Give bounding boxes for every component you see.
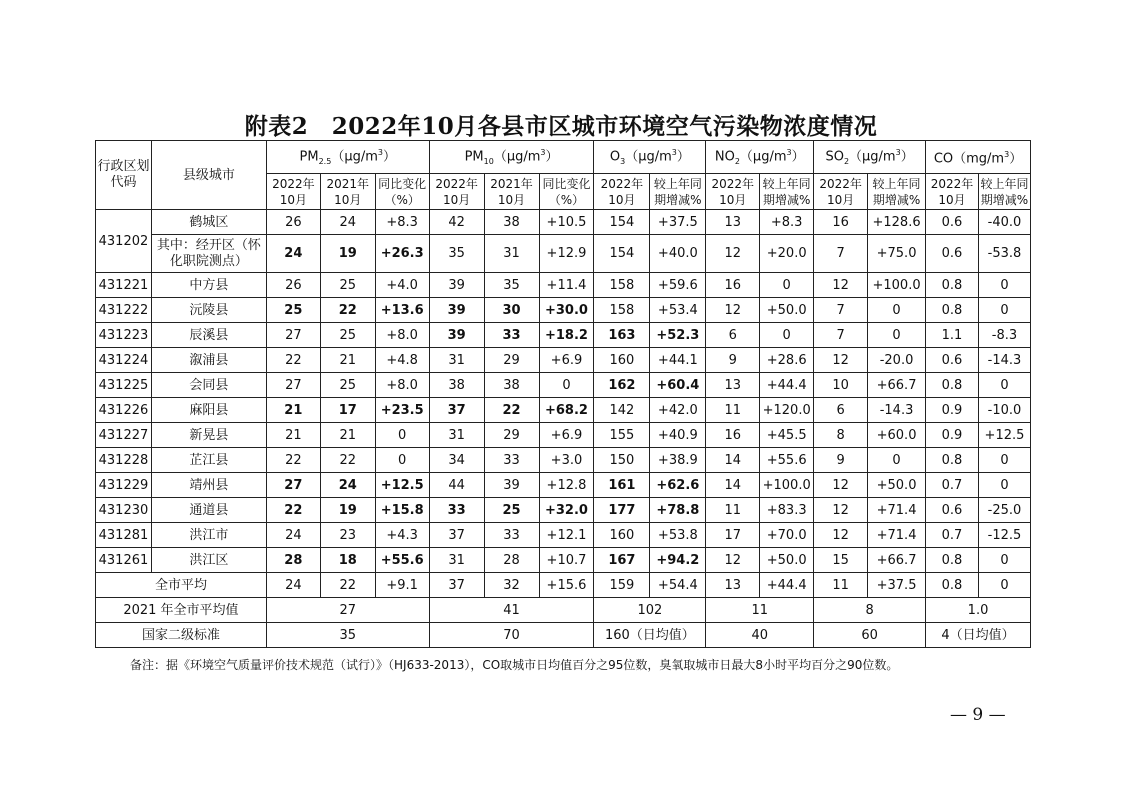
- value-cell: 11: [706, 398, 760, 423]
- standard-row-label: 国家二级标准: [96, 623, 267, 648]
- value-cell: 0: [978, 448, 1030, 473]
- value-cell: 0: [760, 323, 814, 348]
- value-cell: 150: [594, 448, 650, 473]
- value-cell: 11: [814, 573, 868, 598]
- value-cell: 38: [484, 373, 539, 398]
- value-cell: 167: [594, 548, 650, 573]
- value-cell: +4.8: [375, 348, 429, 373]
- value-cell: 0: [375, 423, 429, 448]
- value-cell: 7: [814, 298, 868, 323]
- value-cell: 0: [375, 448, 429, 473]
- table-row: [96, 448, 1031, 473]
- subheader-cell: 较上年同期增减%: [650, 174, 706, 210]
- value-cell: 9: [814, 448, 868, 473]
- city-name: 通道县: [151, 498, 266, 523]
- value-cell: 0: [978, 373, 1030, 398]
- standard-row: [96, 623, 1031, 648]
- value-cell: 27: [266, 373, 320, 398]
- value-cell: +4.0: [375, 273, 429, 298]
- value-cell: 0: [978, 273, 1030, 298]
- district-code: 431281: [96, 523, 152, 548]
- value-cell: 16: [706, 273, 760, 298]
- value-cell: 16: [706, 423, 760, 448]
- value-cell: 159: [594, 573, 650, 598]
- value-cell: 22: [320, 448, 375, 473]
- page-title: 附表2 2022年10月各县市区城市环境空气污染物浓度情况: [244, 113, 878, 140]
- value-cell: 39: [429, 273, 484, 298]
- city-name: 洪江区: [151, 548, 266, 573]
- value-cell: 39: [484, 473, 539, 498]
- value-cell: 0.6: [926, 210, 979, 235]
- value-cell: 31: [429, 348, 484, 373]
- district-code: 431227: [96, 423, 152, 448]
- value-cell: +23.5: [375, 398, 429, 423]
- header-co: $CO(mg/m^3)$: [926, 141, 1031, 174]
- city-name: 鹤城区: [151, 210, 266, 235]
- value-cell: 142: [594, 398, 650, 423]
- value-cell: 34: [429, 448, 484, 473]
- value-cell: +12.1: [539, 523, 594, 548]
- value-cell: +70.0: [760, 523, 814, 548]
- value-cell: +12.9: [539, 235, 594, 273]
- subheader-cell: 2022年10月: [814, 174, 868, 210]
- value-cell: +54.4: [650, 573, 706, 598]
- table-row: [96, 423, 1031, 448]
- value-cell: 0.8: [926, 298, 979, 323]
- value-cell: +62.6: [650, 473, 706, 498]
- value-cell: +68.2: [539, 398, 594, 423]
- city-name: 沅陵县: [151, 298, 266, 323]
- value-cell: +71.4: [868, 523, 926, 548]
- value-cell: 26: [266, 273, 320, 298]
- value-cell: 12: [706, 548, 760, 573]
- value-cell: 0: [978, 473, 1030, 498]
- value-cell: 32: [484, 573, 539, 598]
- value-cell: 0: [868, 323, 926, 348]
- table-row: [96, 523, 1031, 548]
- header-so2: $SO_2(\mu g/m^3)$: [814, 141, 926, 174]
- value-cell: +100.0: [868, 273, 926, 298]
- table-row: [96, 235, 1031, 273]
- value-cell: 12: [814, 473, 868, 498]
- value-cell: 0.8: [926, 373, 979, 398]
- value-cell: 33: [484, 523, 539, 548]
- city-name: 芷江县: [151, 448, 266, 473]
- value-cell: 0: [978, 298, 1030, 323]
- value-cell: -10.0: [978, 398, 1030, 423]
- table-row: [96, 398, 1031, 423]
- table-row: [96, 323, 1031, 348]
- city-name: 会同县: [151, 373, 266, 398]
- value-cell: 24: [266, 573, 320, 598]
- header-pm25: $PM_{2.5}(\mu g/m^3)$: [266, 141, 429, 174]
- subheader-cell: 2022年10月: [429, 174, 484, 210]
- value-cell: +12.8: [539, 473, 594, 498]
- subheader-cell: 2021年10月: [320, 174, 375, 210]
- value-cell: +94.2: [650, 548, 706, 573]
- value-cell: 158: [594, 298, 650, 323]
- value-cell: 158: [594, 273, 650, 298]
- value-cell: +26.3: [375, 235, 429, 273]
- city-name: 靖州县: [151, 473, 266, 498]
- value-cell: 28: [484, 548, 539, 573]
- value-cell: +8.0: [375, 373, 429, 398]
- city-name: 辰溪县: [151, 323, 266, 348]
- table-row: [96, 373, 1031, 398]
- value-cell: 25: [320, 373, 375, 398]
- value-cell: +6.9: [539, 348, 594, 373]
- value-cell: 24: [320, 210, 375, 235]
- header-city: 县级城市: [151, 141, 266, 210]
- value-cell: 24: [320, 473, 375, 498]
- city-name: 麻阳县: [151, 398, 266, 423]
- value-cell: +53.8: [650, 523, 706, 548]
- value-cell: 6: [814, 398, 868, 423]
- value-cell: 40: [706, 623, 814, 648]
- value-cell: 102: [594, 598, 706, 623]
- value-cell: +37.5: [650, 210, 706, 235]
- value-cell: 160: [594, 523, 650, 548]
- air-quality-table: [95, 140, 1031, 648]
- value-cell: 10: [814, 373, 868, 398]
- value-cell: 25: [320, 323, 375, 348]
- value-cell: +28.6: [760, 348, 814, 373]
- page-number: — 9 —: [950, 705, 1006, 725]
- value-cell: 0.8: [926, 448, 979, 473]
- value-cell: +37.5: [868, 573, 926, 598]
- value-cell: 162: [594, 373, 650, 398]
- value-cell: -40.0: [978, 210, 1030, 235]
- value-cell: 154: [594, 235, 650, 273]
- header-pm10: $PM_{10}(\mu g/m^3)$: [429, 141, 594, 174]
- table-row: [96, 210, 1031, 235]
- value-cell: 37: [429, 573, 484, 598]
- value-cell: -25.0: [978, 498, 1030, 523]
- value-cell: +12.5: [978, 423, 1030, 448]
- value-cell: +44.4: [760, 373, 814, 398]
- value-cell: 29: [484, 348, 539, 373]
- value-cell: +50.0: [760, 298, 814, 323]
- district-code: 431226: [96, 398, 152, 423]
- value-cell: +15.8: [375, 498, 429, 523]
- value-cell: 9: [706, 348, 760, 373]
- value-cell: 177: [594, 498, 650, 523]
- value-cell: 14: [706, 473, 760, 498]
- value-cell: 0.8: [926, 273, 979, 298]
- district-code: 431229: [96, 473, 152, 498]
- value-cell: +38.9: [650, 448, 706, 473]
- district-code: 431221: [96, 273, 152, 298]
- header-o3: $O_3(\mu g/m^3)$: [594, 141, 706, 174]
- value-cell: 16: [814, 210, 868, 235]
- value-cell: +50.0: [760, 548, 814, 573]
- value-cell: 11: [706, 498, 760, 523]
- value-cell: 7: [814, 235, 868, 273]
- header-no2: $NO_2(\mu g/m^3)$: [706, 141, 814, 174]
- average-2021-row: [96, 598, 1031, 623]
- value-cell: 28: [266, 548, 320, 573]
- value-cell: -20.0: [868, 348, 926, 373]
- value-cell: +100.0: [760, 473, 814, 498]
- value-cell: 13: [706, 210, 760, 235]
- city-name: 新晃县: [151, 423, 266, 448]
- average-row: [96, 573, 1031, 598]
- value-cell: +44.1: [650, 348, 706, 373]
- district-code: 431225: [96, 373, 152, 398]
- value-cell: 21: [320, 348, 375, 373]
- header-code: 行政区划代码: [96, 141, 152, 210]
- value-cell: -12.5: [978, 523, 1030, 548]
- district-code: 431223: [96, 323, 152, 348]
- value-cell: +11.4: [539, 273, 594, 298]
- value-cell: 29: [484, 423, 539, 448]
- value-cell: 21: [320, 423, 375, 448]
- value-cell: +52.3: [650, 323, 706, 348]
- value-cell: 27: [266, 323, 320, 348]
- value-cell: +53.4: [650, 298, 706, 323]
- value-cell: 6: [706, 323, 760, 348]
- value-cell: 17: [706, 523, 760, 548]
- value-cell: 21: [266, 423, 320, 448]
- value-cell: 22: [266, 448, 320, 473]
- value-cell: +59.6: [650, 273, 706, 298]
- value-cell: 31: [429, 548, 484, 573]
- value-cell: -8.3: [978, 323, 1030, 348]
- value-cell: 0: [868, 448, 926, 473]
- subheader-cell: 同比变化（%）: [539, 174, 594, 210]
- value-cell: +8.3: [760, 210, 814, 235]
- value-cell: +20.0: [760, 235, 814, 273]
- value-cell: 21: [266, 398, 320, 423]
- value-cell: +75.0: [868, 235, 926, 273]
- value-cell: +66.7: [868, 548, 926, 573]
- value-cell: 25: [484, 498, 539, 523]
- value-cell: 70: [429, 623, 594, 648]
- value-cell: +66.7: [868, 373, 926, 398]
- district-code: 431202: [96, 210, 152, 273]
- value-cell: +83.3: [760, 498, 814, 523]
- value-cell: 31: [484, 235, 539, 273]
- value-cell: 0: [760, 273, 814, 298]
- value-cell: +10.5: [539, 210, 594, 235]
- value-cell: 24: [266, 523, 320, 548]
- value-cell: 0.9: [926, 423, 979, 448]
- value-cell: +13.6: [375, 298, 429, 323]
- value-cell: 4（日均值）: [926, 623, 1031, 648]
- subheader-cell: 2022年10月: [926, 174, 979, 210]
- district-code: 431230: [96, 498, 152, 523]
- value-cell: 13: [706, 373, 760, 398]
- value-cell: +78.8: [650, 498, 706, 523]
- footnote: 备注：据《环境空气质量评价技术规范（试行）》（HJ633-2013），CO取城市日均值百分之95位数，臭氧取城市日最大8小时平均百分之90位数。: [130, 658, 899, 672]
- value-cell: 17: [320, 398, 375, 423]
- value-cell: 22: [266, 348, 320, 373]
- value-cell: 35: [484, 273, 539, 298]
- value-cell: 12: [814, 273, 868, 298]
- value-cell: +55.6: [375, 548, 429, 573]
- value-cell: 18: [320, 548, 375, 573]
- table-row: [96, 273, 1031, 298]
- value-cell: 0.6: [926, 498, 979, 523]
- value-cell: 0.6: [926, 348, 979, 373]
- value-cell: +3.0: [539, 448, 594, 473]
- value-cell: -53.8: [978, 235, 1030, 273]
- table-row: [96, 298, 1031, 323]
- value-cell: 0.7: [926, 523, 979, 548]
- value-cell: 15: [814, 548, 868, 573]
- value-cell: 13: [706, 573, 760, 598]
- district-code: 431224: [96, 348, 152, 373]
- value-cell: 44: [429, 473, 484, 498]
- city-name: 溆浦县: [151, 348, 266, 373]
- subheader-cell: 2021年10月: [484, 174, 539, 210]
- table-row: [96, 348, 1031, 373]
- value-cell: +40.9: [650, 423, 706, 448]
- value-cell: 38: [484, 210, 539, 235]
- value-cell: 27: [266, 598, 429, 623]
- value-cell: 19: [320, 235, 375, 273]
- value-cell: 12: [706, 235, 760, 273]
- value-cell: 37: [429, 523, 484, 548]
- value-cell: +71.4: [868, 498, 926, 523]
- value-cell: 22: [320, 298, 375, 323]
- value-cell: 0.8: [926, 573, 979, 598]
- value-cell: +44.4: [760, 573, 814, 598]
- value-cell: 39: [429, 298, 484, 323]
- value-cell: 0: [868, 298, 926, 323]
- value-cell: 7: [814, 323, 868, 348]
- value-cell: +15.6: [539, 573, 594, 598]
- value-cell: 12: [706, 298, 760, 323]
- value-cell: 22: [266, 498, 320, 523]
- value-cell: +8.0: [375, 323, 429, 348]
- value-cell: 33: [484, 448, 539, 473]
- subheader-cell: 2022年10月: [266, 174, 320, 210]
- value-cell: 35: [429, 235, 484, 273]
- value-cell: 23: [320, 523, 375, 548]
- value-cell: 0.9: [926, 398, 979, 423]
- value-cell: 33: [429, 498, 484, 523]
- value-cell: 160（日均值）: [594, 623, 706, 648]
- value-cell: +9.1: [375, 573, 429, 598]
- value-cell: +30.0: [539, 298, 594, 323]
- value-cell: +12.5: [375, 473, 429, 498]
- value-cell: 27: [266, 473, 320, 498]
- value-cell: +128.6: [868, 210, 926, 235]
- value-cell: 161: [594, 473, 650, 498]
- table-row: [96, 548, 1031, 573]
- value-cell: 12: [814, 348, 868, 373]
- city-name: 其中：经开区（怀化职院测点）: [151, 235, 266, 273]
- value-cell: +4.3: [375, 523, 429, 548]
- value-cell: 39: [429, 323, 484, 348]
- value-cell: +40.0: [650, 235, 706, 273]
- value-cell: 25: [320, 273, 375, 298]
- value-cell: +55.6: [760, 448, 814, 473]
- value-cell: 33: [484, 323, 539, 348]
- value-cell: 8: [814, 598, 926, 623]
- value-cell: 8: [814, 423, 868, 448]
- value-cell: 0.8: [926, 548, 979, 573]
- value-cell: +18.2: [539, 323, 594, 348]
- subheader-cell: 2022年10月: [706, 174, 760, 210]
- value-cell: 31: [429, 423, 484, 448]
- district-code: 431222: [96, 298, 152, 323]
- city-name: 洪江市: [151, 523, 266, 548]
- value-cell: 0: [539, 373, 594, 398]
- value-cell: -14.3: [978, 348, 1030, 373]
- value-cell: +45.5: [760, 423, 814, 448]
- value-cell: 22: [484, 398, 539, 423]
- value-cell: 12: [814, 498, 868, 523]
- average-2021-row-label: 2021 年全市平均值: [96, 598, 267, 623]
- value-cell: 25: [266, 298, 320, 323]
- value-cell: 0: [978, 573, 1030, 598]
- value-cell: 38: [429, 373, 484, 398]
- value-cell: +50.0: [868, 473, 926, 498]
- subheader-cell: 2022年10月: [594, 174, 650, 210]
- district-code: 431228: [96, 448, 152, 473]
- value-cell: 30: [484, 298, 539, 323]
- value-cell: 37: [429, 398, 484, 423]
- value-cell: +6.9: [539, 423, 594, 448]
- value-cell: 12: [814, 523, 868, 548]
- value-cell: +42.0: [650, 398, 706, 423]
- value-cell: +60.0: [868, 423, 926, 448]
- value-cell: -14.3: [868, 398, 926, 423]
- value-cell: 35: [266, 623, 429, 648]
- value-cell: +60.4: [650, 373, 706, 398]
- value-cell: +10.7: [539, 548, 594, 573]
- value-cell: 19: [320, 498, 375, 523]
- subheader-cell: 较上年同期增减%: [978, 174, 1030, 210]
- value-cell: 14: [706, 448, 760, 473]
- subheader-cell: 较上年同期增减%: [760, 174, 814, 210]
- average-label: 全市平均: [96, 573, 267, 598]
- value-cell: 154: [594, 210, 650, 235]
- subheader-cell: 较上年同期增减%: [868, 174, 926, 210]
- value-cell: 0.6: [926, 235, 979, 273]
- table-row: [96, 498, 1031, 523]
- value-cell: +32.0: [539, 498, 594, 523]
- value-cell: 42: [429, 210, 484, 235]
- value-cell: 155: [594, 423, 650, 448]
- value-cell: 60: [814, 623, 926, 648]
- value-cell: +8.3: [375, 210, 429, 235]
- table-row: [96, 473, 1031, 498]
- value-cell: 26: [266, 210, 320, 235]
- value-cell: 41: [429, 598, 594, 623]
- district-code: 431261: [96, 548, 152, 573]
- value-cell: 160: [594, 348, 650, 373]
- value-cell: 163: [594, 323, 650, 348]
- value-cell: 1.0: [926, 598, 1031, 623]
- value-cell: 0.7: [926, 473, 979, 498]
- value-cell: +120.0: [760, 398, 814, 423]
- subheader-cell: 同比变化（%）: [375, 174, 429, 210]
- value-cell: 11: [706, 598, 814, 623]
- value-cell: 24: [266, 235, 320, 273]
- value-cell: 22: [320, 573, 375, 598]
- value-cell: 1.1: [926, 323, 979, 348]
- value-cell: 0: [978, 548, 1030, 573]
- city-name: 中方县: [151, 273, 266, 298]
